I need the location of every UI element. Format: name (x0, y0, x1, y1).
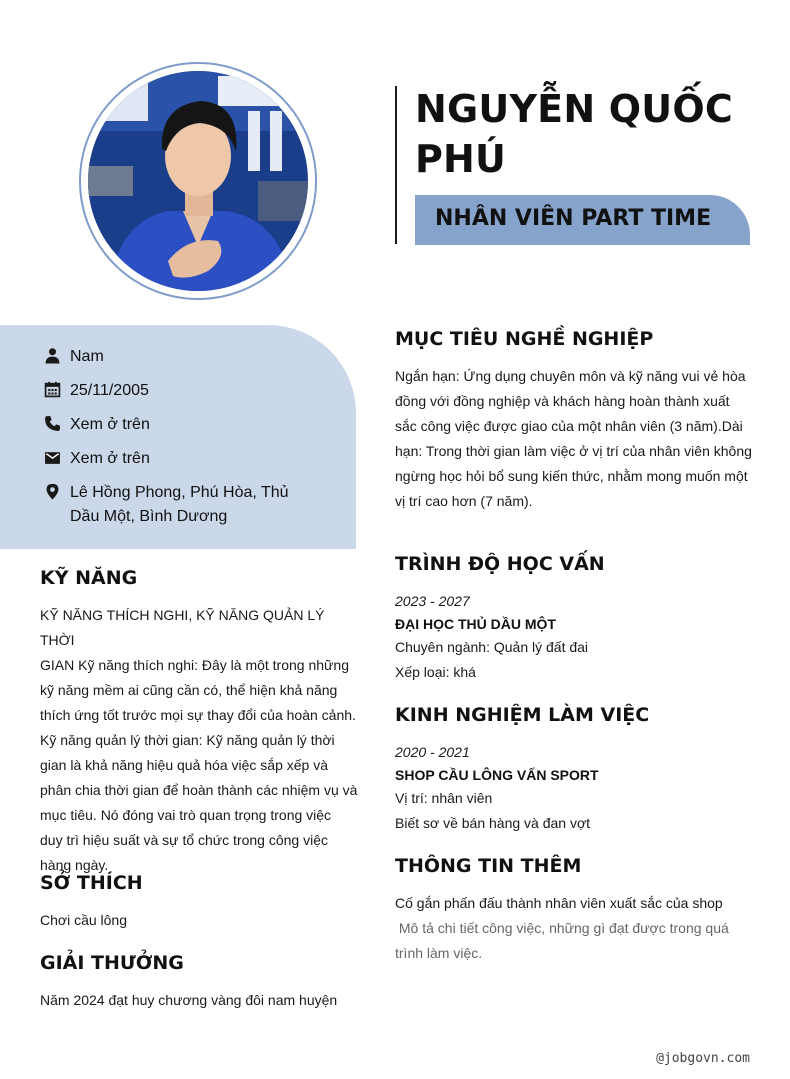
phone-icon (44, 415, 61, 432)
candidate-name: NGUYỄN QUỐC PHÚ (415, 87, 733, 181)
avatar-photo (88, 71, 308, 291)
objective-line: đồng với đồng nghiệp và khách hàng hoàn thành xuất (395, 393, 730, 409)
calendar-icon (44, 381, 61, 398)
objective-line: sắc công việc được giao của một nhân viên (3 năm).Dài (395, 418, 743, 434)
location-pin-icon (44, 483, 61, 500)
objective-line: hạn: Trong thời gian làm việc ở vị trí của nhân viên không (395, 443, 752, 459)
contact-address (44, 481, 289, 529)
role-title: NHÂN VIÊN PART TIME (435, 206, 712, 231)
extra-line: Cố gắn phấn đấu thành nhân viên xuất sắc của shop (395, 895, 723, 911)
objective-line: vị trí cao hơn (7 năm). (395, 493, 533, 509)
birthday-text: 25/11/2005 (70, 382, 149, 399)
awards-text: Năm 2024 đạt huy chương vàng đôi nam huyện (40, 992, 338, 1008)
skills-line: duy trì hiệu suất và sự tổ chức trong công việc (40, 832, 328, 848)
objective-line: Ngắn hạn: Ứng dụng chuyên môn và kỹ năng vui vẻ hòa (395, 368, 746, 384)
email-text: Xem ở trên (70, 450, 150, 467)
experience-desc: Biết sơ về bán hàng và đan vợt (395, 815, 591, 831)
skills-line: KỸ NĂNG THÍCH NGHI, KỸ NĂNG QUẢN LÝ THỜI (40, 607, 325, 648)
mail-icon (44, 449, 61, 466)
objective-heading: MỤC TIÊU NGHỀ NGHIỆP (395, 328, 654, 350)
address-text (70, 481, 289, 529)
skills-line: GIAN Kỹ năng thích nghi: Đây là một trong những (40, 657, 349, 673)
experience-company: SHOP CẦU LÔNG VẤN SPORT (395, 767, 599, 783)
contact-birthday (44, 379, 149, 403)
extra-heading: THÔNG TIN THÊM (395, 855, 582, 877)
objective-body (395, 364, 755, 514)
objective-line: ngừng học hỏi bổ sung kiến thức, nhằm mong muốn một (395, 468, 748, 484)
experience-period: 2020 - 2021 (395, 744, 470, 760)
experience-heading: KINH NGHIỆM LÀM VIỆC (395, 704, 650, 726)
education-period: 2023 - 2027 (395, 593, 470, 609)
extra-line: trình làm việc. (395, 945, 483, 961)
hobbies-heading: SỞ THÍCH (40, 872, 143, 894)
education-heading: TRÌNH ĐỘ HỌC VẤN (395, 553, 605, 575)
phone-text: Xem ở trên (70, 416, 150, 433)
skills-line: gian là khả năng hiệu quả hóa việc sắp xếp và (40, 757, 328, 773)
skills-heading: KỸ NĂNG (40, 567, 138, 589)
education-entry (395, 591, 755, 685)
gender-text: Nam (70, 348, 104, 365)
address-line-2: Dầu Một, Bình Dương (70, 508, 228, 525)
extra-body (395, 891, 755, 966)
skills-line: hàng ngày. (40, 857, 109, 873)
contact-phone (44, 413, 150, 437)
skills-line: mục tiêu. Nó đóng vai trò quan trọng trong việc (40, 807, 332, 823)
education-school: ĐẠI HỌC THỦ DẦU MỘT (395, 616, 556, 632)
awards-heading: GIẢI THƯỞNG (40, 952, 184, 974)
watermark: @jobgovn.com (656, 1051, 750, 1066)
name-divider (395, 86, 397, 244)
skills-line: Kỹ năng quản lý thời gian: Kỹ năng quản lý thời (40, 732, 335, 748)
address-line-1: Lê Hồng Phong, Phú Hòa, Thủ (70, 484, 289, 501)
avatar (88, 71, 308, 291)
user-icon (44, 347, 61, 364)
experience-position: Vị trí: nhân viên (395, 790, 493, 806)
education-grade: Xếp loại: khá (395, 664, 476, 680)
skills-line: thích ứng tốt trước mọi sự thay đổi của hoàn cảnh. (40, 707, 356, 723)
education-major: Chuyên ngành: Quản lý đất đai (395, 639, 589, 655)
role-badge (415, 195, 750, 245)
hobbies-text: Chơi cầu lông (40, 912, 128, 928)
contact-email (44, 447, 150, 471)
skills-line: kỹ năng mềm ai cũng cần có, thể hiện khả năng (40, 682, 338, 698)
extra-line: Mô tả chi tiết công việc, những gì đạt được trong quá (395, 920, 729, 936)
contact-gender (44, 345, 104, 369)
skills-line: phân chia thời gian để hoàn thành các nhiệm vụ và (40, 782, 358, 798)
experience-entry (395, 742, 755, 836)
skills-body (40, 603, 360, 878)
